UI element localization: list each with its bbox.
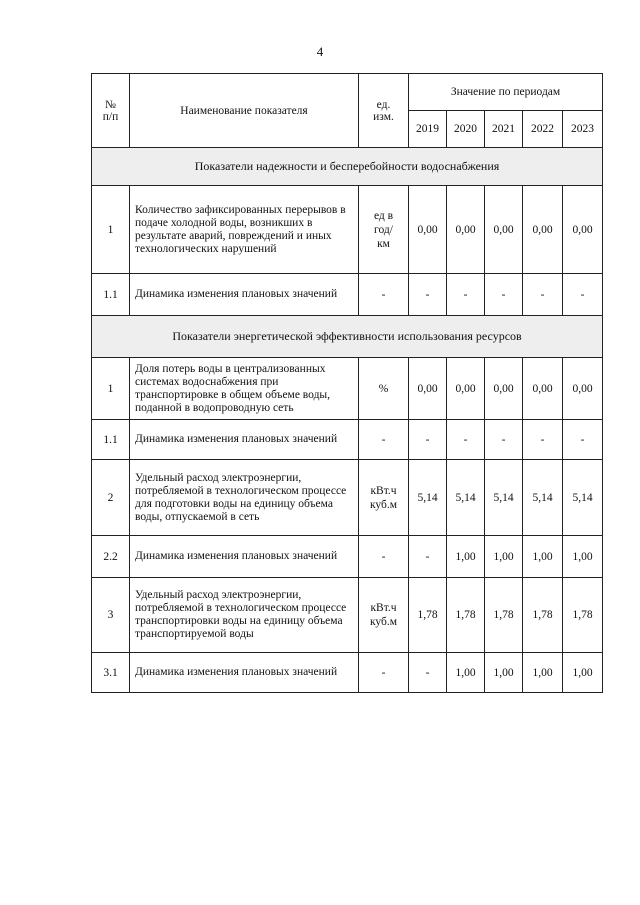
table-row bbox=[92, 578, 603, 653]
row-num: 1 bbox=[92, 186, 130, 274]
row-value-2023: 1,00 bbox=[563, 536, 603, 578]
header-unit-label-1: ед. bbox=[376, 98, 391, 111]
row-value-2020: 0,00 bbox=[447, 186, 485, 274]
year-2020: 2020 bbox=[447, 111, 485, 148]
row-value-2019: 5,14 bbox=[409, 460, 447, 536]
row-unit-line: куб.м bbox=[369, 616, 398, 628]
year-2022: 2022 bbox=[523, 111, 563, 148]
header-periods-label: Значение по периодам bbox=[409, 74, 603, 111]
row-name: Динамика изменения плановых значений bbox=[130, 274, 359, 316]
header-name-label: Наименование показателя bbox=[130, 74, 359, 148]
row-name: Доля потерь воды в централизованных системах водоснабжения при транспортировке в общем объеме воды, поданной в водопроводную сеть bbox=[130, 358, 359, 420]
row-value-2021: - bbox=[485, 274, 523, 316]
row-num: 1.1 bbox=[92, 274, 130, 316]
year-2023: 2023 bbox=[563, 111, 603, 148]
table-row bbox=[92, 653, 603, 693]
row-num: 3 bbox=[92, 578, 130, 653]
row-value-2023: 1,00 bbox=[563, 653, 603, 693]
row-unit bbox=[359, 578, 409, 653]
row-value-2020: - bbox=[447, 274, 485, 316]
row-value-2019: - bbox=[409, 420, 447, 460]
row-value-2019: 1,78 bbox=[409, 578, 447, 653]
year-2021: 2021 bbox=[485, 111, 523, 148]
row-value-2021: 0,00 bbox=[485, 186, 523, 274]
table-row bbox=[92, 536, 603, 578]
row-value-2020: 1,00 bbox=[447, 536, 485, 578]
section-row bbox=[92, 148, 603, 186]
year-2019: 2019 bbox=[409, 111, 447, 148]
row-value-2020: - bbox=[447, 420, 485, 460]
row-value-2021: 1,00 bbox=[485, 536, 523, 578]
row-value-2023: - bbox=[563, 274, 603, 316]
row-value-2022: 1,78 bbox=[523, 578, 563, 653]
page-number: 4 bbox=[316, 44, 324, 59]
row-name: Количество зафиксированных перерывов в подаче холодной воды, возникших в результате аварий, повреждений и иных технологических нарушений bbox=[130, 186, 359, 274]
header-unit-cell bbox=[359, 74, 409, 148]
row-num: 3.1 bbox=[92, 653, 130, 693]
row-name: Динамика изменения плановых значений bbox=[130, 420, 359, 460]
row-value-2023: 5,14 bbox=[563, 460, 603, 536]
row-value-2021: 0,00 bbox=[485, 358, 523, 420]
row-value-2022: 0,00 bbox=[523, 358, 563, 420]
row-unit-line: куб.м bbox=[369, 498, 398, 511]
row-value-2021: 1,00 bbox=[485, 653, 523, 693]
row-unit-line: ед в bbox=[373, 209, 394, 222]
row-value-2023: 1,78 bbox=[563, 578, 603, 653]
row-name: Динамика изменения плановых значений bbox=[130, 653, 359, 693]
table-row bbox=[92, 420, 603, 460]
row-value-2020: 1,00 bbox=[447, 653, 485, 693]
row-value-2020: 1,78 bbox=[447, 578, 485, 653]
row-value-2023: 0,00 bbox=[563, 186, 603, 274]
row-name: Удельный расход электроэнергии, потребляемой в технологическом процессе для подготовки воды на единицу объема воды, отпускаемой в сеть bbox=[130, 460, 359, 536]
table-row bbox=[92, 186, 603, 274]
row-unit bbox=[359, 186, 409, 274]
header-num-label-1: № bbox=[105, 98, 116, 111]
row-name: Динамика изменения плановых значений bbox=[130, 536, 359, 578]
row-value-2022: 1,00 bbox=[523, 536, 563, 578]
row-unit: - bbox=[359, 274, 409, 316]
row-value-2021: - bbox=[485, 420, 523, 460]
row-unit: - bbox=[359, 536, 409, 578]
row-value-2020: 0,00 bbox=[447, 358, 485, 420]
row-unit: % bbox=[359, 358, 409, 420]
row-value-2022: - bbox=[523, 274, 563, 316]
row-num: 2.2 bbox=[92, 536, 130, 578]
row-value-2021: 5,14 bbox=[485, 460, 523, 536]
row-unit: - bbox=[359, 420, 409, 460]
header-num-cell bbox=[92, 74, 130, 148]
row-value-2022: 0,00 bbox=[523, 186, 563, 274]
row-value-2019: - bbox=[409, 274, 447, 316]
row-value-2022: - bbox=[523, 420, 563, 460]
row-unit-line: год/ bbox=[374, 223, 393, 236]
indicators-table bbox=[91, 73, 603, 693]
row-value-2021: 1,78 bbox=[485, 578, 523, 653]
row-num: 2 bbox=[92, 460, 130, 536]
row-value-2023: - bbox=[563, 420, 603, 460]
row-value-2019: - bbox=[409, 653, 447, 693]
row-name: Удельный расход электроэнергии, потребляемой в технологическом процессе транспортировки воды на единицу объема транспортируемой воды bbox=[130, 578, 359, 653]
header-row-1 bbox=[92, 74, 603, 111]
section-row bbox=[92, 316, 603, 358]
row-value-2022: 5,14 bbox=[523, 460, 563, 536]
row-value-2022: 1,00 bbox=[523, 653, 563, 693]
section-title: Показатели надежности и бесперебойности водоснабжения bbox=[92, 148, 603, 186]
row-num: 1 bbox=[92, 358, 130, 420]
row-value-2019: - bbox=[409, 536, 447, 578]
table-row bbox=[92, 274, 603, 316]
row-unit bbox=[359, 460, 409, 536]
row-num: 1.1 bbox=[92, 420, 130, 460]
table-row bbox=[92, 460, 603, 536]
row-unit: - bbox=[359, 653, 409, 693]
row-unit-line: кВт.ч bbox=[370, 602, 397, 614]
row-value-2019: 0,00 bbox=[409, 358, 447, 420]
table-row bbox=[92, 358, 603, 420]
row-value-2023: 0,00 bbox=[563, 358, 603, 420]
row-value-2019: 0,00 bbox=[409, 186, 447, 274]
row-unit-line: кВт.ч bbox=[370, 484, 397, 497]
header-num-label-2: п/п bbox=[102, 110, 119, 123]
row-unit-line: км bbox=[377, 237, 390, 250]
row-value-2020: 5,14 bbox=[447, 460, 485, 536]
header-unit-label-2: изм. bbox=[373, 110, 394, 123]
section-title: Показатели энергетической эффективности использования ресурсов bbox=[92, 316, 603, 358]
